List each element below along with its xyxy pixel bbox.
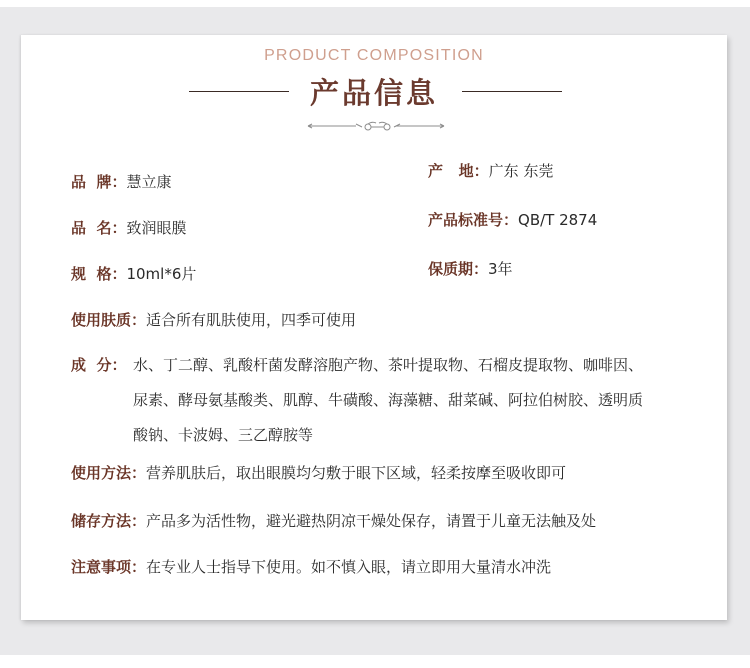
storage-label: 储存方法： <box>71 512 147 530</box>
ingredients-line: 酸钠、卡波姆、三乙醇胺等 <box>133 426 314 444</box>
usage-row <box>71 463 566 483</box>
product-name-value: 致润眼膜 <box>126 219 187 237</box>
standard-row <box>428 210 597 230</box>
usage-label: 使用方法： <box>71 464 147 482</box>
skin-type-label: 使用肤质： <box>71 311 147 329</box>
section-title: 产品信息 <box>309 76 438 110</box>
spec-label: 规 格： <box>71 265 127 283</box>
origin-value: 广东 东莞 <box>488 162 554 180</box>
skin-type-row <box>71 310 356 330</box>
standard-label: 产品标准号： <box>428 211 519 229</box>
ingredients-label: 成 分： <box>71 356 127 374</box>
skin-type-value: 适合所有肌肤使用，四季可使用 <box>146 311 357 329</box>
caution-row <box>71 557 551 577</box>
spec-value: 10ml*6片 <box>126 265 197 283</box>
product-info-card <box>21 35 727 620</box>
caution-label: 注意事项： <box>71 558 147 576</box>
origin-row <box>428 161 553 181</box>
shelf-life-row <box>428 259 513 279</box>
product-name-row <box>71 218 186 238</box>
shelf-life-value: 3年 <box>488 260 513 278</box>
storage-value: 产品多为活性物，避光避热阴凉干燥处保存，请置于儿童无法触及处 <box>146 512 597 530</box>
section-subtitle: PRODUCT COMPOSITION <box>264 47 484 64</box>
caution-value: 在专业人士指导下使用。如不慎入眼，请立即用大量清水冲洗 <box>146 558 552 576</box>
ingredients-list <box>133 348 713 453</box>
brand-label: 品 牌： <box>71 173 127 191</box>
flourish-divider-icon <box>306 119 446 133</box>
ingredients-line: 尿素、酵母氨基酸类、肌醇、牛磺酸、海藻糖、甜菜碱、阿拉伯树胶、透明质 <box>133 391 644 409</box>
origin-label: 产 地： <box>428 162 489 180</box>
product-name-label: 品 名： <box>71 219 127 237</box>
standard-value: QB/T 2874 <box>518 211 598 229</box>
usage-value: 营养肌肤后，取出眼膜均匀敷于眼下区域，轻柔按摩至吸收即可 <box>146 464 567 482</box>
brand-value: 慧立康 <box>126 173 172 191</box>
title-row <box>21 71 727 111</box>
brand-row <box>71 172 171 192</box>
shelf-life-label: 保质期： <box>428 260 489 278</box>
title-divider-right <box>462 91 562 92</box>
spec-row <box>71 264 196 284</box>
ingredients-line: 水、丁二醇、乳酸杆菌发酵溶胞产物、茶叶提取物、石榴皮提取物、咖啡因、 <box>133 356 644 374</box>
storage-row <box>71 511 596 531</box>
